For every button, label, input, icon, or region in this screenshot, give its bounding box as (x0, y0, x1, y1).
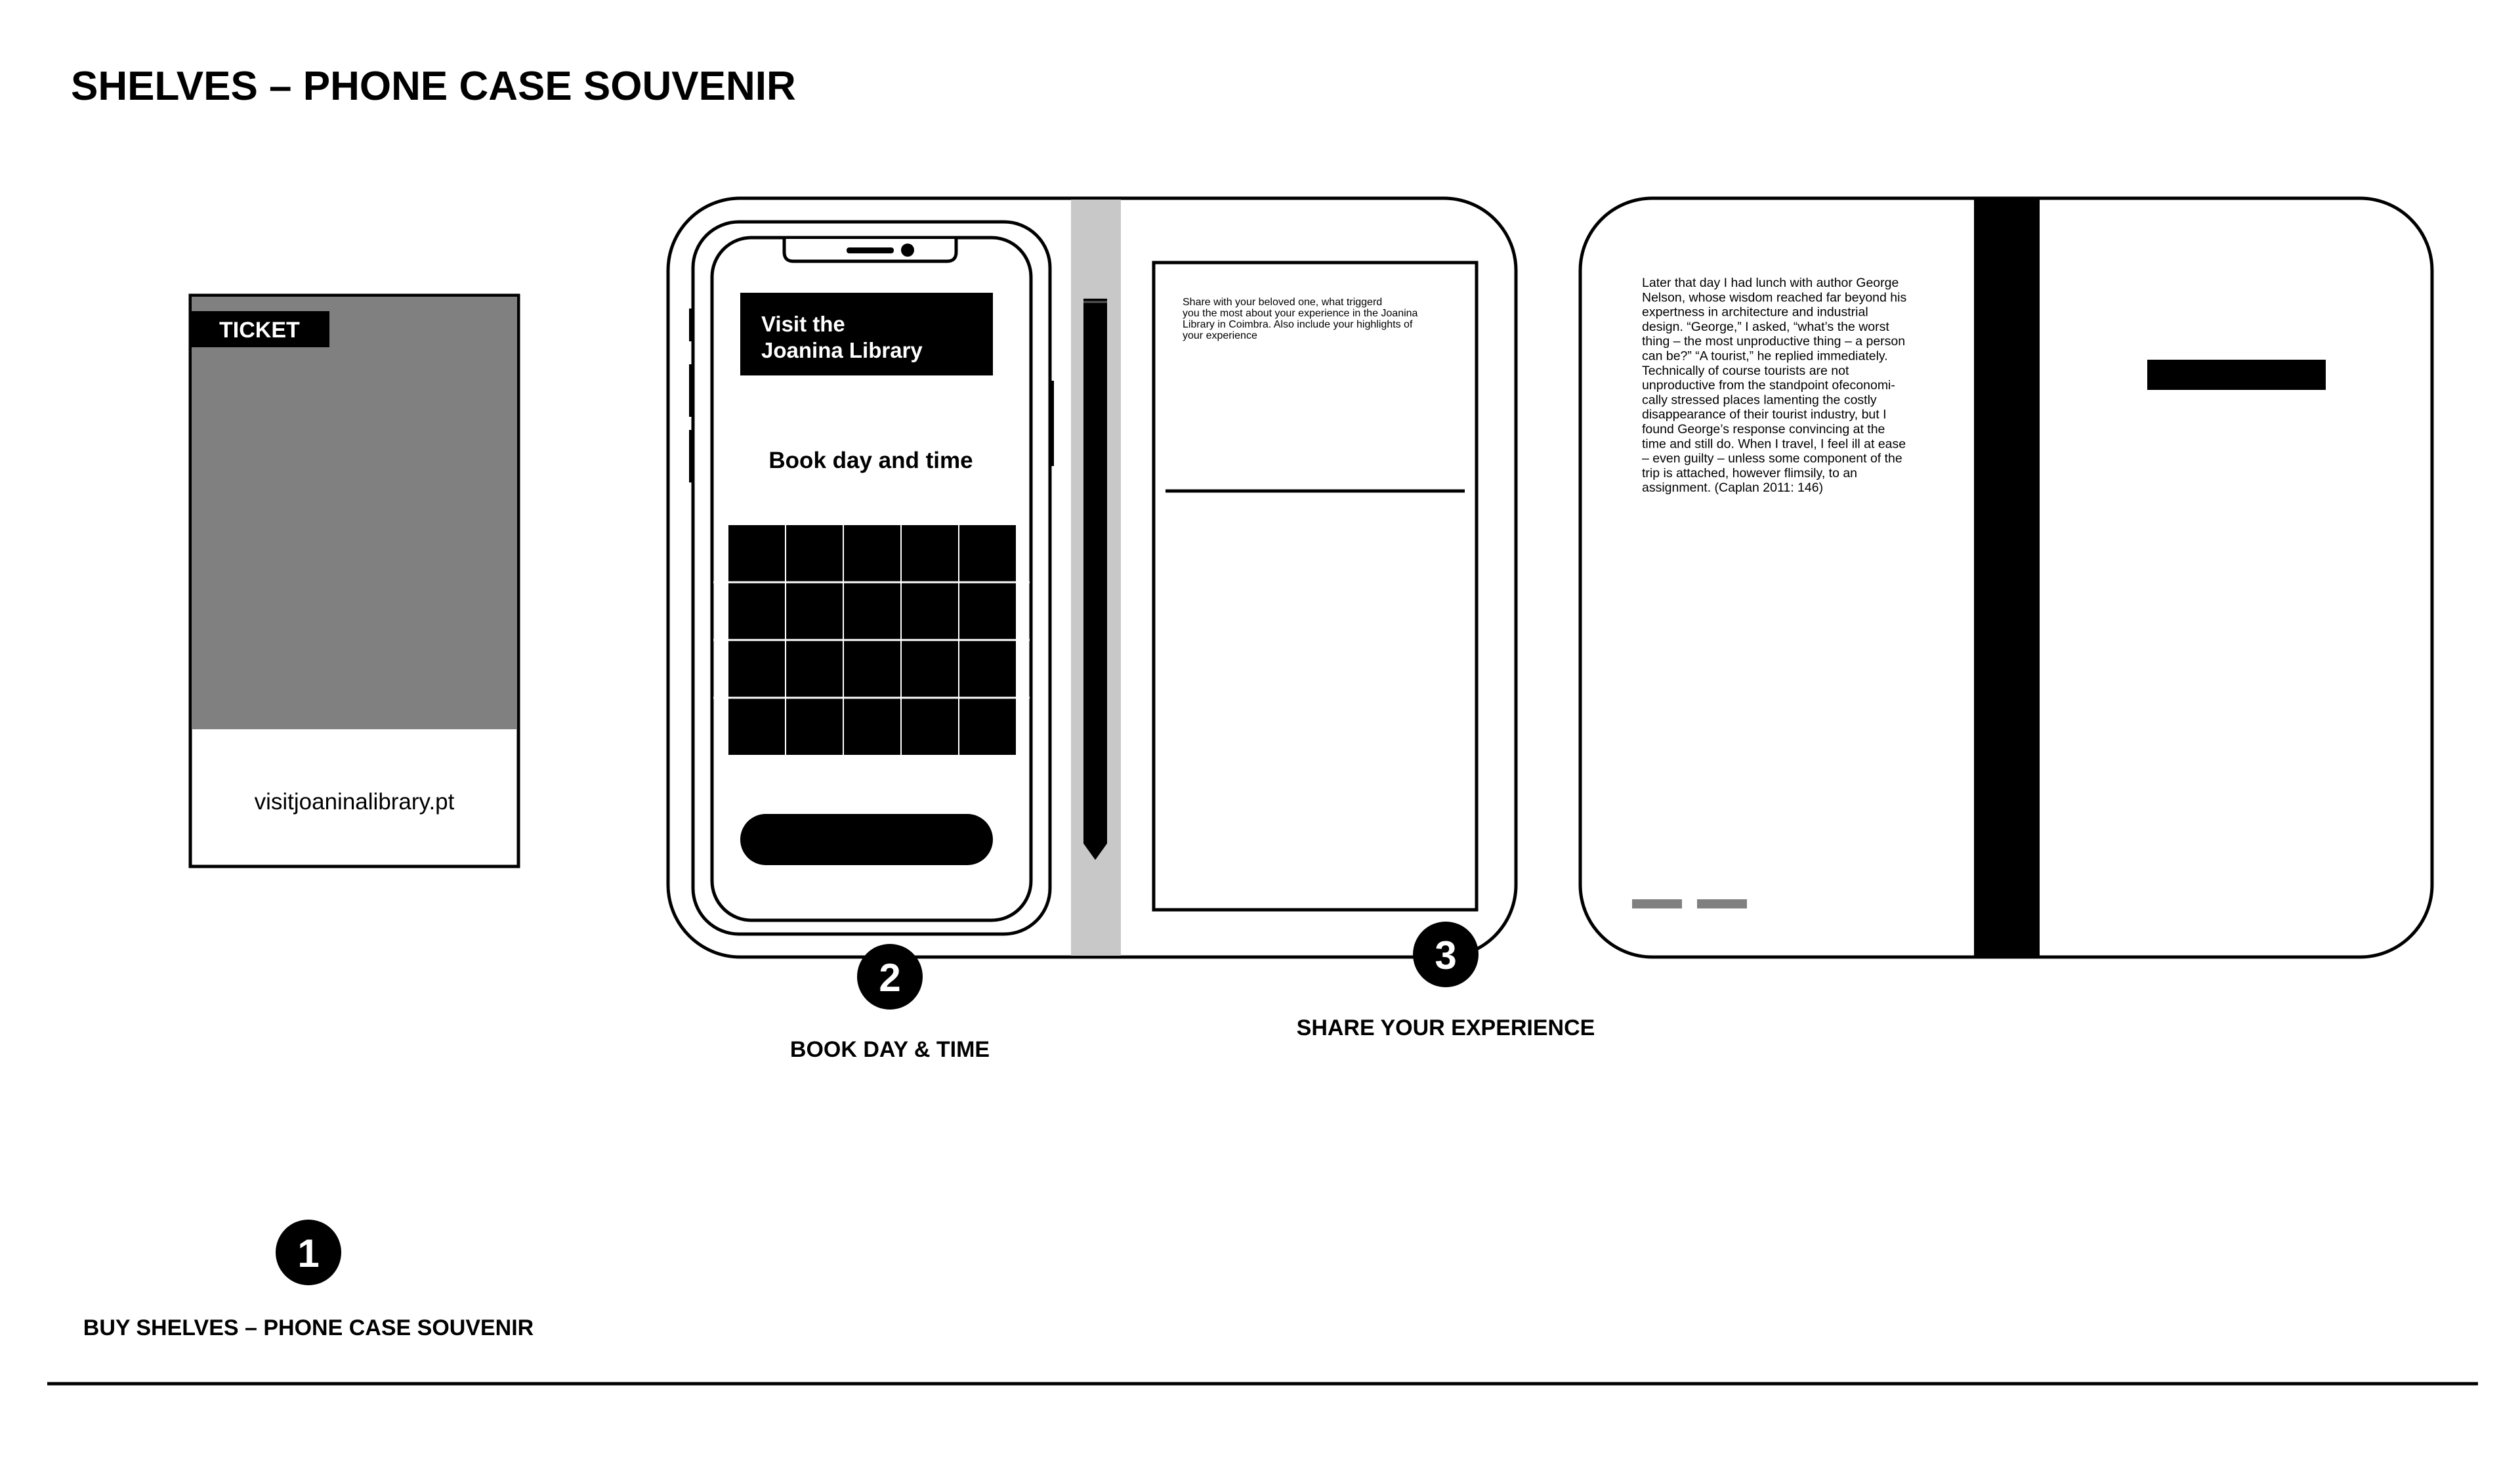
calendar-cell[interactable] (844, 698, 900, 755)
calendar-cell[interactable] (728, 525, 785, 582)
page-title: SHELVES – PHONE CASE SOUVENIR (71, 64, 796, 109)
screen-heading-line2: Joanina Library (761, 338, 923, 362)
camera-dot (901, 244, 914, 257)
quote-text (1642, 276, 1906, 495)
calendar-cell[interactable] (786, 583, 843, 639)
share-card-line: Library in Coimbra. Also include your highlights of (1183, 319, 1413, 330)
ticket (190, 295, 518, 866)
grey-marker (1632, 899, 1682, 908)
speaker-grille (847, 247, 894, 253)
phone-side-button (689, 309, 694, 341)
calendar-cell[interactable] (902, 583, 958, 639)
ticket-image-area (192, 297, 517, 729)
calendar-cell[interactable] (959, 583, 1016, 639)
quote-line: thing – the most unproductive thing – a person (1642, 334, 1906, 349)
quote-line: found George’s response convincing at the (1642, 422, 1885, 437)
calendar-cell[interactable] (959, 698, 1016, 755)
quote-line: unproductive from the standpoint ofeconomi- (1642, 378, 1895, 393)
quote-line: Nelson, whose wisdom reached far beyond his (1642, 290, 1907, 305)
quote-line: cally stressed places lamenting the costly (1642, 393, 1877, 408)
calendar-cell[interactable] (959, 525, 1016, 582)
step-2-number: 2 (879, 956, 901, 1000)
phone-side-button (689, 430, 694, 482)
phone-case-closed (1580, 198, 2432, 957)
quote-line: disappearance of their tourist industry, but I (1642, 407, 1887, 422)
calendar-grid (713, 525, 1030, 755)
step-2-label: BOOK DAY & TIME (789, 1037, 990, 1062)
label-bar (2147, 360, 2326, 390)
step-1-label: BUY SHELVES – PHONE CASE SOUVENIR (83, 1315, 534, 1340)
calendar-cell[interactable] (844, 583, 900, 639)
quote-line: design. “George,” I asked, “what’s the worst (1642, 319, 1889, 334)
calendar-cell[interactable] (902, 525, 958, 582)
pen (1083, 299, 1107, 860)
step-1-number: 1 (297, 1231, 320, 1275)
phone-side-button (1049, 381, 1054, 466)
step-2 (790, 944, 990, 1062)
calendar-cell[interactable] (728, 583, 785, 639)
calendar-cell[interactable] (844, 525, 900, 582)
quote-line: assignment. (Caplan 2011: 146) (1642, 480, 1824, 496)
screen-heading-line1: Visit the (761, 312, 845, 336)
calendar-cell[interactable] (902, 641, 958, 697)
share-card-line: your experience (1183, 330, 1257, 341)
calendar-cell[interactable] (844, 641, 900, 697)
quote-line: trip is attached, however flimsily, to an (1642, 465, 1858, 480)
book-button (740, 814, 993, 865)
quote-line: expertness in architecture and industrial (1642, 305, 1868, 320)
calendar-cell[interactable] (786, 698, 843, 755)
calendar-cell[interactable] (786, 641, 843, 697)
step-1 (83, 1220, 534, 1340)
ticket-url: visitjoaninalibrary.pt (254, 789, 455, 815)
elastic-band (1974, 200, 2040, 956)
calendar-cell[interactable] (902, 698, 958, 755)
quote-line: – even guilty – unless some component of the (1642, 451, 1902, 466)
screen-subheading: Book day and time (768, 448, 973, 473)
share-card-line: Share with your beloved one, what triggerd (1183, 297, 1383, 308)
step-3-label: SHARE YOUR EXPERIENCE (1296, 1015, 1595, 1040)
calendar-cell[interactable] (728, 641, 785, 697)
phone-case-open (668, 198, 1516, 957)
calendar-cell[interactable] (728, 698, 785, 755)
phone-side-button (689, 364, 694, 417)
calendar-cell[interactable] (786, 525, 843, 582)
share-card-line: you the most about your experience in the Joanina (1183, 308, 1418, 319)
quote-line: Later that day I had lunch with author George (1642, 276, 1899, 290)
share-card (1154, 263, 1477, 910)
quote-line: time and still do. When I travel, I feel ill at ease (1642, 437, 1906, 452)
ticket-tag: TICKET (219, 318, 300, 343)
step-3-number: 3 (1435, 933, 1457, 977)
grey-marker (1697, 899, 1747, 908)
calendar-cell[interactable] (959, 641, 1016, 697)
quote-line: can be?” “A tourist,” he replied immediately. (1642, 349, 1888, 364)
quote-line: Technically of course tourists are not (1642, 363, 1849, 378)
